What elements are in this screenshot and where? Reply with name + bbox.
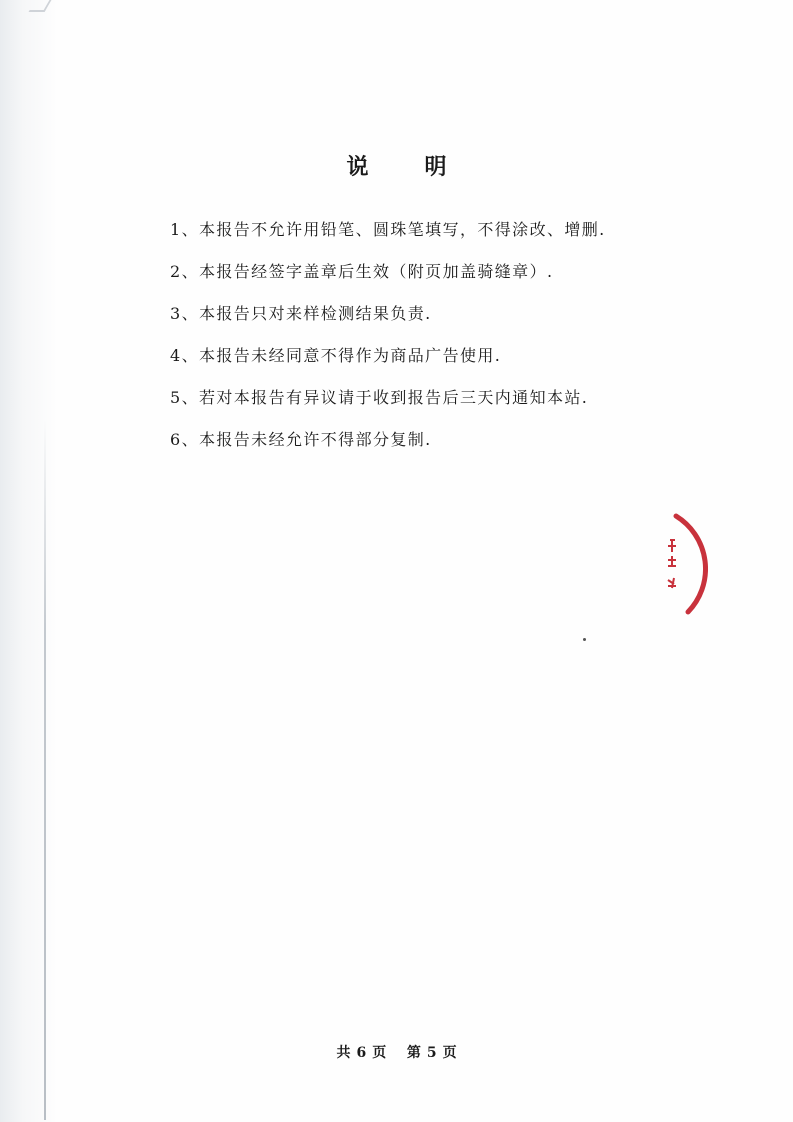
note-item-1: 1、本报告不允许用铅笔、圆珠笔填写，不得涂改、增删. xyxy=(170,220,606,239)
red-seal-stamp xyxy=(658,510,708,618)
note-item-6: 6、本报告未经允许不得部分复制. xyxy=(170,430,432,449)
current-page-value: 5 xyxy=(426,1045,437,1061)
page-number-footer xyxy=(0,1042,793,1062)
note-item-2: 2、本报告经签字盖章后生效（附页加盖骑缝章）. xyxy=(170,262,554,281)
current-page-unit: 页 xyxy=(442,1045,457,1061)
scan-speck xyxy=(583,638,586,641)
total-pages-label: 共 xyxy=(336,1045,351,1061)
scan-edge-line xyxy=(44,420,46,1120)
total-pages-value: 6 xyxy=(356,1045,367,1061)
notes-list xyxy=(170,215,730,467)
page-title: 说明 xyxy=(346,154,503,180)
note-item-3: 3、本报告只对来样检测结果负责. xyxy=(170,304,432,323)
note-item-4: 4、本报告未经同意不得作为商品广告使用. xyxy=(170,346,502,365)
note-item-5: 5、若对本报告有异议请于收到报告后三天内通知本站. xyxy=(170,388,589,407)
current-page-label: 第 xyxy=(406,1045,421,1061)
total-pages-unit: 页 xyxy=(372,1045,387,1061)
